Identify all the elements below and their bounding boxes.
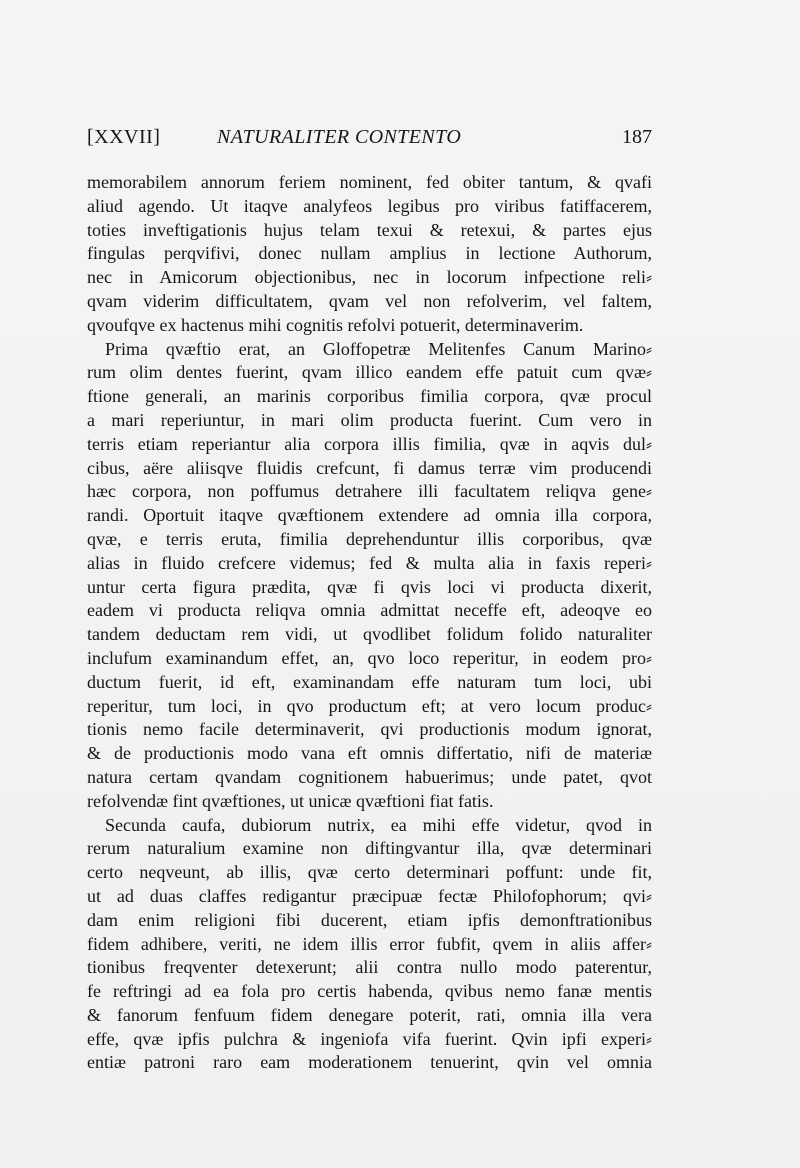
text-line: natura certam qvandam cognitionem habuerimus; unde patet, qvot	[87, 766, 652, 787]
text-line: eadem vi producta reliqva omnia admittat neceffe eft, adeoqve eo	[87, 600, 652, 621]
text-line: memorabilem annorum feriem nominent, fed obiter tantum, & qvafi	[87, 172, 652, 192]
running-title: NATURALITER CONTENTO	[217, 126, 462, 148]
text-line: fe reftringi ad ea fola pro certis habenda, qvibus nemo fanæ mentis	[87, 981, 652, 1002]
text-line: tionibus freqventer detexerunt; alii contra nullo modo paterentur,	[87, 957, 652, 978]
text-line: & fanorum fenfuum fidem denegare poterit, rati, omnia illa vera	[87, 1004, 652, 1025]
paragraph-start-line: Secunda caufa, dubiorum nutrix, ea mihi effe videtur, qvod in	[105, 814, 652, 835]
text-line: inclufum examinandum effet, an, qvo loco reperitur, in eodem pro⸗	[87, 647, 652, 668]
text-line: dam enim religioni fibi ducerent, etiam ipfis demonftrationibus	[87, 909, 652, 930]
text-line: hæc corpora, non poffumus detrahere illi facultatem reliqva gene⸗	[87, 481, 652, 502]
text-line: effe, qvæ ipfis pulchra & ingeniofa vifa fuerint. Qvin ipfi experi⸗	[87, 1028, 652, 1049]
text-line: ut ad duas claffes redigantur præcipuæ fectæ Philofophorum; qvi⸗	[87, 885, 652, 906]
text-line: alias in fluido crefcere videmus; fed & multa alia in faxis reperi⸗	[87, 552, 652, 573]
text-line: tionis nemo facile determinaverit, qvi productionis modum ignorat,	[87, 719, 652, 740]
text-line: ductum fuerit, id eft, examinandam effe naturam tum loci, ubi	[87, 671, 652, 692]
text-line: & de productionis modo vana eft omnis differtatio, nifi de materiæ	[87, 743, 652, 764]
text-line: refolvendæ fint qvæftiones, ut unicæ qvæftioni fiat fatis.	[87, 790, 494, 811]
text-line: cibus, aëre aliisqve fluidis crefcunt, fi damus terræ vim producendi	[87, 457, 652, 478]
text-line: tandem deductam rem vidi, ut qvodlibet folidum folido naturaliter	[87, 624, 652, 645]
chapter-number: [XXVII]	[87, 126, 161, 148]
text-line: reperitur, tum loci, in qvo productum eft; at vero locum produc⸗	[87, 695, 652, 716]
text-line: nec in Amicorum objectionibus, nec in locorum infpectione reli⸗	[87, 267, 652, 288]
text-line: a mari reperiuntur, in mari olim producta fuerint. Cum vero in	[87, 409, 652, 430]
text-line: randi. Oportuit itaqve qvæftionem extendere ad omnia illa corpora,	[87, 505, 652, 526]
text-line: terris etiam reperiantur alia corpora illis fimilia, qvæ in aqvis dul⸗	[87, 433, 652, 454]
text-line: qvoufqve ex hactenus mihi cognitis refolvi potuerit, determinaverim.	[87, 314, 584, 335]
text-line: fingulas perqvifivi, donec nullam amplius in lectione Authorum,	[87, 243, 652, 264]
text-line: certo neqveunt, ab illis, qvæ certo determinari poffunt: unde fit,	[87, 862, 652, 883]
text-line: untur certa figura prædita, qvæ fi qvis loci vi producta dixerit,	[87, 576, 652, 597]
running-head	[87, 126, 652, 156]
paragraph-start-line: Prima qvæftio erat, an Gloffopetræ Melitenfes Canum Marino⸗	[105, 338, 652, 359]
text-line: ftione generali, an marinis corporibus fimilia corpora, qvæ procul	[87, 386, 652, 407]
text-line: rerum naturalium examine non diftingvantur illa, qvæ determinari	[87, 838, 652, 859]
text-line: aliud agendo. Ut itaqve analyfeos legibus pro viribus fatiffacerem,	[87, 195, 652, 216]
body-text	[87, 171, 652, 1075]
text-line: fidem adhibere, veriti, ne idem illis error fubfit, qvem in aliis affer⸗	[87, 933, 652, 954]
text-line: toties inveftigationis hujus telam texui & retexui, & partes ejus	[87, 219, 652, 240]
page-number: 187	[622, 126, 652, 148]
text-line: qvam viderim difficultatem, qvam vel non refolverim, vel faltem,	[87, 290, 652, 311]
text-line: qvæ, e terris eruta, fimilia deprehenduntur illis corporibus, qvæ	[87, 528, 652, 549]
text-line: rum olim dentes fuerint, qvam illico eandem effe patuit cum qvæ⸗	[87, 362, 652, 383]
text-line: entiæ patroni raro eam moderationem tenuerint, qvin vel omnia	[87, 1052, 652, 1073]
